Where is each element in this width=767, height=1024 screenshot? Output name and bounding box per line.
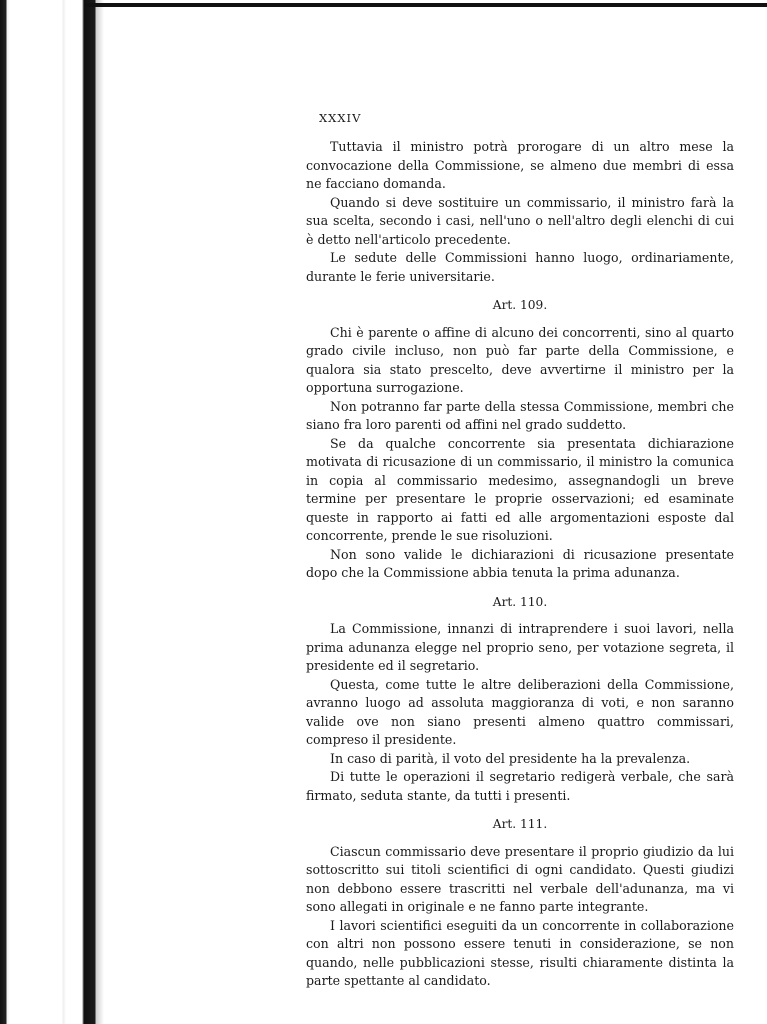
- article-heading: Art. 109.: [492, 298, 548, 312]
- article-heading: Art. 110.: [492, 594, 548, 609]
- paragraph: In caso di parità, il voto del presidente ha la prevalenza.: [330, 750, 691, 766]
- paragraph: Se da qualche concorrente sia presentata dichiarazione motivata di ricusazione di un commissario, il ministro la comunica in copia al commissario medesimo, assegnandogli un breve termine per presentare le proprie osservazioni; ed esaminate queste in rapporto ai fatti ed alle argomentazioni esposte dal concorrente, prende le sue risoluzioni.: [306, 435, 734, 543]
- paragraph: Ciascun commissario deve presentare il proprio giudizio da lui sottoscritto sui titoli scientifici di ogni candidato. Questi giudizi non debbono essere trascritti nel verbale dell'adunanza, ma vi sono allegati in originale e ne fanno parte integrante.: [306, 843, 734, 914]
- page-number: XXXIV: [319, 111, 362, 125]
- paragraph: La Commissione, innanzi di intraprendere i suoi lavori, nella prima adunanza elegge nel proprio seno, per votazione segreta, il presidente ed il segretario.: [306, 621, 734, 673]
- paragraph: I lavori scientifici eseguiti da un concorrente in collaborazione con altri non possono essere tenuti in considerazione, se non quando, nelle pubblicazioni stesse, risulti chiaramente distinta la parte spettante al candidato.: [306, 917, 734, 988]
- paragraph: Chi è parente o affine di alcuno dei concorrenti, sino al quarto grado civile incluso, non può far parte della Commissione, e qualora sia stato prescelto, deve avvertirne il ministro per la opportuna surrogazione.: [306, 324, 734, 395]
- paragraph: Non sono valide le dichiarazioni di ricusazione presentate dopo che la Commissione abbia tenuta la prima adunanza.: [306, 546, 734, 580]
- paragraph: Le sedute delle Commissioni hanno luogo, ordinariamente, durante le ferie universitarie.: [306, 250, 734, 284]
- paragraph: Questa, come tutte le altre deliberazioni della Commissione, avranno luogo ad assoluta maggioranza di voti, e non saranno valide ove non siano presenti almeno quattro commissari, compreso il presidente.: [306, 676, 734, 747]
- paragraph: Quando si deve sostituire un commissario, il ministro farà la sua scelta, secondo i casi, nell'uno o nell'altro degli elenchi di cui è detto nell'articolo precedente.: [306, 194, 734, 247]
- paragraph: Tuttavia il ministro potrà prorogare di un altro mese la convocazione della Commissione, se almeno due membri di essa ne facciano domanda.: [306, 139, 734, 191]
- book-spine-shadow: [0, 0, 104, 1024]
- top-edge-shadow: [84, 3, 767, 7]
- paragraph: Di tutte le operazioni il segretario redigerà verbale, che sarà firmato, seduta stante, da tutti i presenti.: [306, 769, 734, 803]
- paragraph: Non potranno far parte della stessa Commissione, membri che siano fra loro parenti od affini nel grado suddetto.: [306, 398, 734, 432]
- article-heading: Art. 111.: [492, 817, 548, 831]
- page-body: [306, 138, 734, 991]
